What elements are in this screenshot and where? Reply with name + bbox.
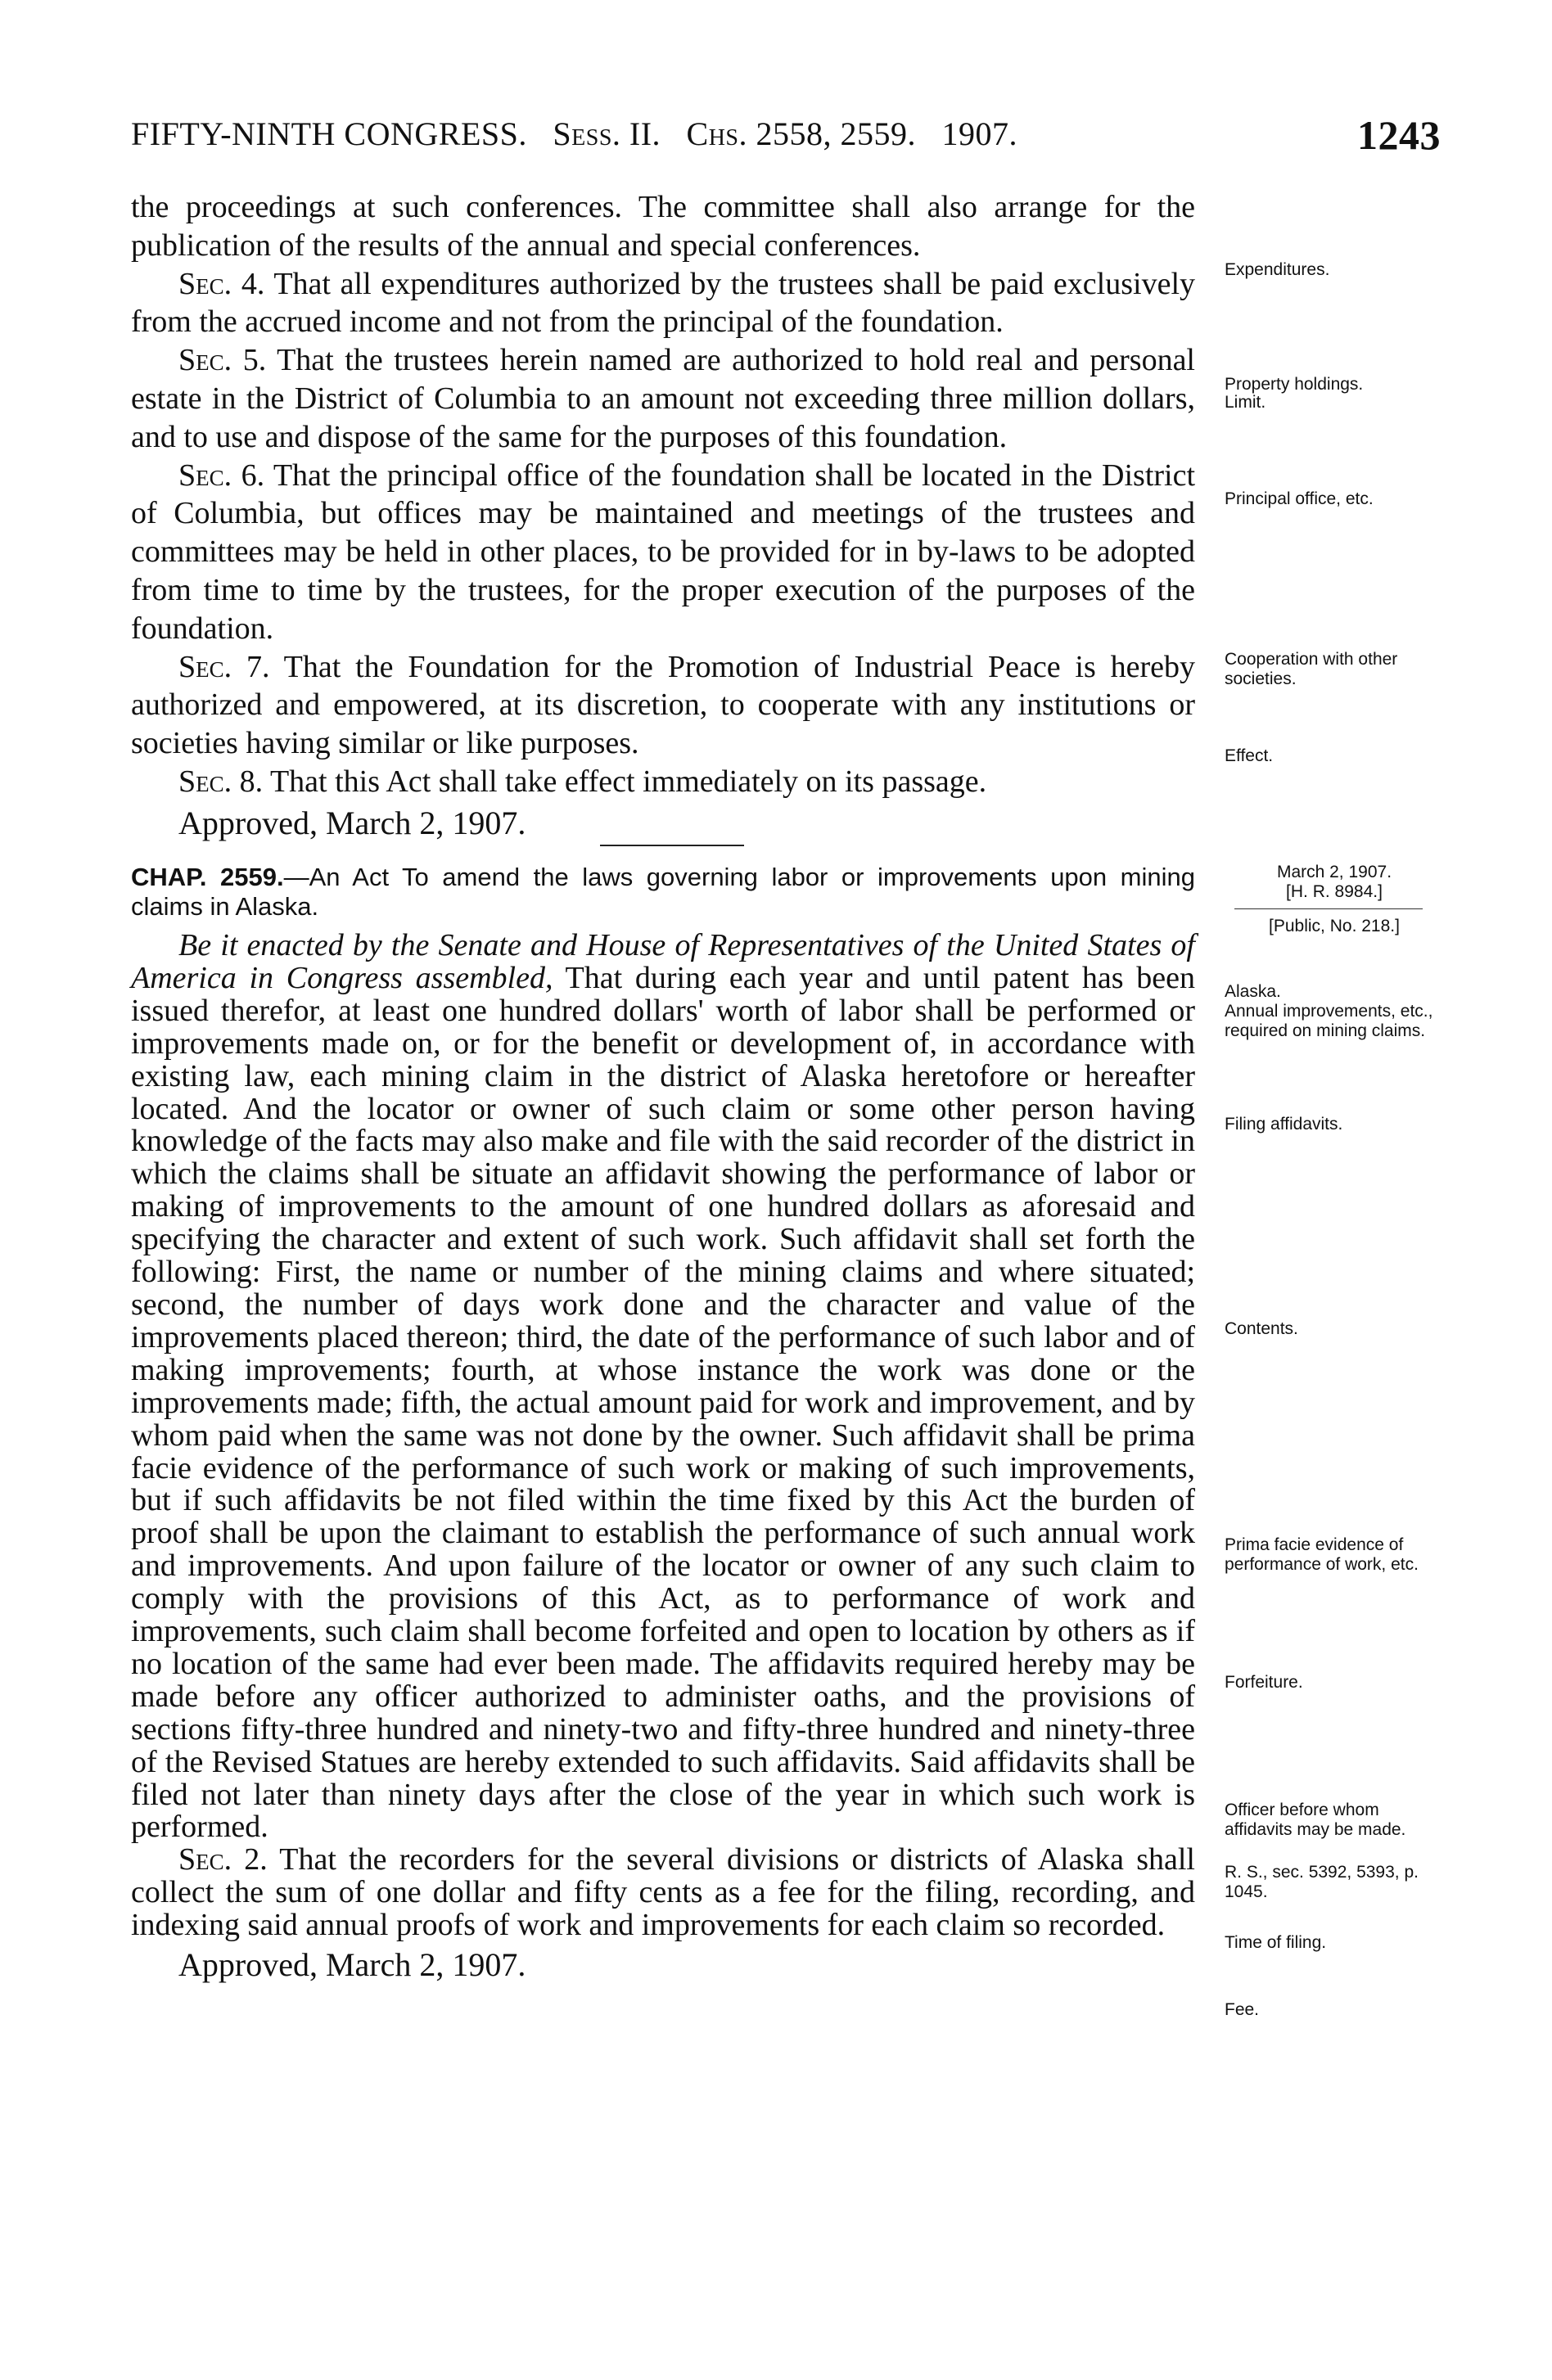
section-6	[131, 457, 1195, 648]
section-7-text: That the Foundation for the Promotion of Industrial Peace is hereby authorized and empowered, at its discretion, to cooperate with any institutions or societies having similar or like purposes.	[131, 649, 1195, 761]
section-5-text: That the trustees herein named are authorized to hold real and personal estate in the District of Columbia to an amount not exceeding three million dollars, and to use and dispose of the same for the purposes of this foundation.	[131, 343, 1195, 454]
chapters-label: Chs. 2558, 2559.	[686, 115, 917, 152]
chapter-2559-title	[131, 863, 1195, 922]
section-7-label: Sec. 7.	[178, 649, 270, 684]
margin-note-cooperation: Cooperation with other societies.	[1225, 650, 1398, 688]
chapter-divider	[600, 845, 744, 846]
chapter-2559-act-title: —An Act To amend the laws governing labor or improvements upon mining claims in Alaska.	[131, 863, 1195, 921]
section-5-label: Sec. 5.	[178, 343, 267, 378]
congress-title: FIFTY-NINTH CONGRESS.	[131, 115, 527, 152]
margin-note-expenditures: Expenditures.	[1225, 260, 1330, 279]
section-5	[131, 341, 1195, 456]
chapter-2559-body	[131, 928, 1195, 1984]
margin-note-rule	[1234, 908, 1423, 909]
margin-note-annual-improvements: Annual improvements, etc., required on mining claims.	[1225, 1002, 1433, 1040]
margin-note-bill: [H. R. 8984.]	[1286, 882, 1383, 901]
margin-note-limit: Limit.	[1225, 393, 1266, 412]
act-section-1-text: That during each year and until patent has been issued therefor, at least one hundred dollars' worth of labor shall be performed or improvements made on, or for the benefit or development of, in accordance with existing law, each mining claim in the district of Alaska heretofore or hereafter located. And the locator or owner of such claim or some other person having knowledge of the facts may also make and file with the said recorder of the district in which the claims shall be situate an affidavit showing the performance of labor or making of improvements to the amount of one hundred dollars as aforesaid and specifying the character and extent of such work. Such affidavit shall set forth the following: First, the name or number of the mining claims and where situated; second, the number of days work done and the character and value of the improvements placed thereon; third, the date of the performance of such labor and of making improvements; fourth, at whose instance the work was done or the improvements made; fifth, the actual amount paid for work and improvement, and by whom paid when the same was not done by the owner. Such affidavit shall be prima facie evidence of the performance of such work or making of such improvements, but if such affidavits be not filed within the time fixed by this Act the burden of proof shall be upon the claimant to establish the performance of such annual work and improvements. And upon failure of the locator or owner of any such claim to comply with the provisions of this Act, as to performance of work and improvements, such claim shall become forfeited and open to location by others as if no location of the same had ever been made. The affidavits required hereby may be made before any officer authorized to administer oaths, and the provisions of sections fifty-three hundred and ninety-two and fifty-three hundred and ninety-three of the Revised Statues are hereby extended to such affidavits. Said affidavits shall be filed not later than ninety days after the close of the year in which such work is performed.	[131, 960, 1195, 1845]
enacting-clause: Be it enacted by the Senate and House of Representatives of the United States of America in Congress assembled,	[131, 928, 1195, 995]
margin-note-date: March 2, 1907.	[1276, 863, 1392, 881]
chapter-2559-label: CHAP. 2559.	[131, 863, 284, 891]
margin-note-revised-statutes: R. S., sec. 5392, 5393, p. 1045.	[1225, 1863, 1419, 1901]
year-label: 1907.	[941, 115, 1018, 152]
section-6-text: That the principal office of the foundation shall be located in the District of Columbia, but offices may be maintained and meetings of the trustees and committees may be held in other places, to be provided for in by-laws to be adopted from time to time by the trustees, for the proper execution of the purposes of the foundation.	[131, 458, 1196, 646]
approved-date-1: Approved, March 2, 1907.	[178, 804, 526, 841]
running-header	[131, 112, 1441, 164]
header-left	[131, 115, 1017, 153]
margin-note-contents: Contents.	[1225, 1319, 1298, 1338]
section-7	[131, 648, 1195, 763]
section-6-label: Sec. 6.	[178, 458, 265, 493]
margin-note-filing-affidavits: Filing affidavits.	[1225, 1115, 1343, 1134]
section-4-text: That all expenditures authorized by the trustees shall be paid exclusively from the accrued income and not from the principal of the foundation.	[131, 266, 1195, 340]
margin-note-prima-facie: Prima facie evidence of performance of work, etc.	[1225, 1535, 1419, 1574]
approved-date-2: Approved, March 2, 1907.	[178, 1946, 526, 1984]
section-8-text: That this Act shall take effect immediately on its passage.	[263, 764, 987, 799]
margin-note-officer: Officer before whom affidavits may be made.	[1225, 1801, 1406, 1839]
act-section-1	[131, 930, 1195, 1844]
margin-note-principal-office: Principal office, etc.	[1225, 489, 1374, 508]
margin-note-forfeiture: Forfeiture.	[1225, 1673, 1303, 1692]
act-section-2-label: Sec. 2.	[178, 1842, 268, 1877]
act-section-2	[131, 1844, 1195, 1942]
session-label: Sess. II.	[553, 115, 661, 152]
page-number: 1243	[1357, 112, 1441, 158]
act-section-2-text: That the recorders for the several divisions or districts of Alaska shall collect the sum of one dollar and fifty cents as a fee for the filing, recording, and indexing said annual proofs of work and improvements for each claim so recorded.	[131, 1842, 1195, 1943]
paragraph-continuation: the proceedings at such conferences. The committee shall also arrange for the publication of the results of the annual and special conferences.	[131, 190, 1195, 263]
section-4	[131, 265, 1195, 342]
section-4-label: Sec. 4.	[178, 266, 265, 301]
section-8	[131, 763, 1195, 801]
section-8-label: Sec. 8.	[178, 764, 264, 799]
margin-note-property: Property holdings.	[1225, 375, 1364, 394]
margin-note-effect: Effect.	[1225, 746, 1274, 765]
margin-note-alaska: Alaska.	[1225, 982, 1281, 1001]
margin-note-time-of-filing: Time of filing.	[1225, 1933, 1327, 1952]
margin-note-public-law: [Public, No. 218.]	[1269, 917, 1400, 935]
chapter-2558-continuation	[131, 188, 1195, 843]
margin-note-fee: Fee.	[1225, 2000, 1260, 2019]
